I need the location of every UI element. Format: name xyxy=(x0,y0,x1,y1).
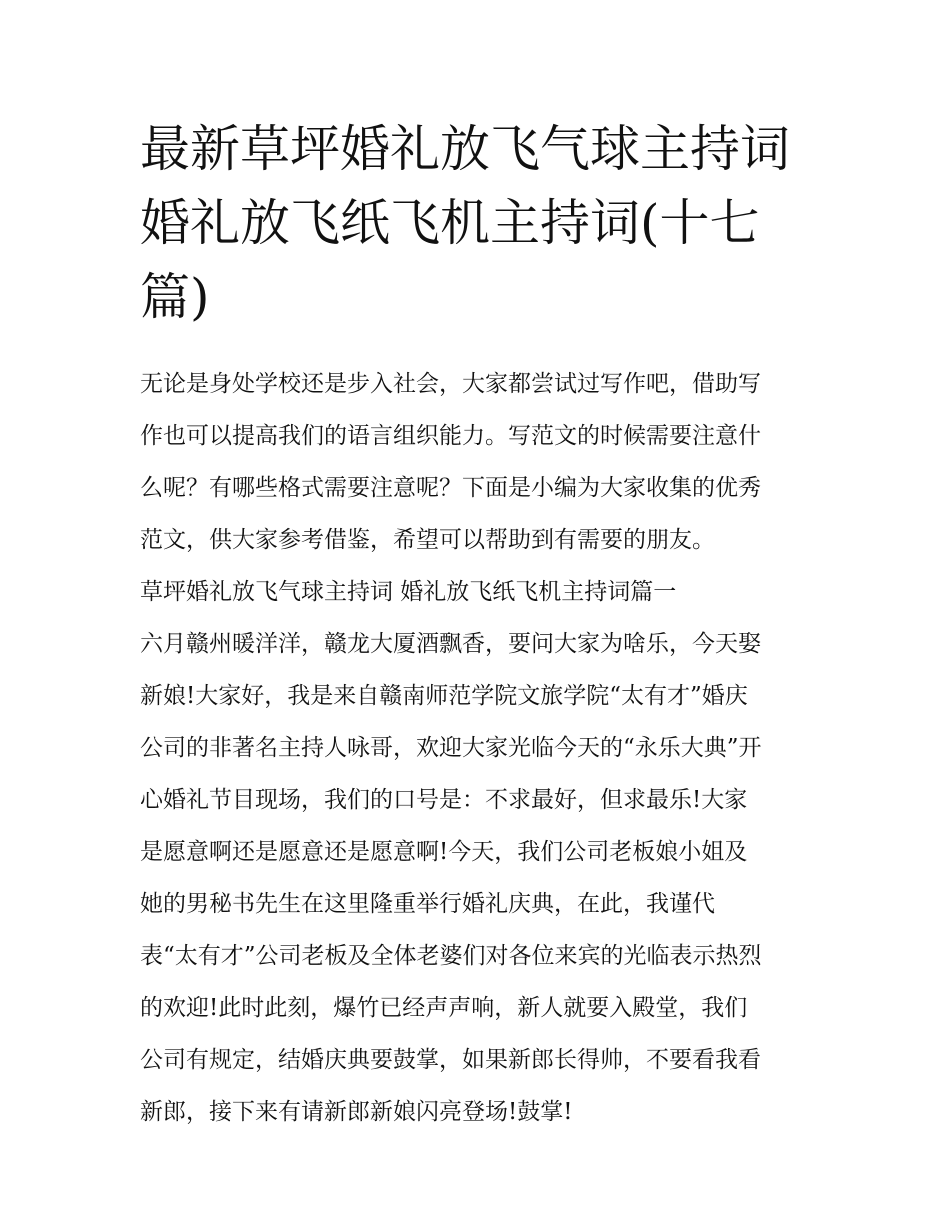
body-line: 是愿意啊还是愿意还是愿意啊!今天，我们公司老板娘小姐及 xyxy=(140,839,748,865)
body-line: 新娘!大家好，我是来自赣南师范学院文旅学院“太有才”婚庆 xyxy=(140,683,748,709)
title-line: 婚礼放飞纸飞机主持词(十七 xyxy=(140,194,760,252)
title-line: 最新草坪婚礼放飞气球主持词 xyxy=(140,120,790,178)
intro-line: 作也可以提高我们的语言组织能力。写范文的时候需要注意什 xyxy=(140,423,761,449)
body-line: 公司有规定，结婚庆典要鼓掌，如果新郎长得帅，不要看我看 xyxy=(140,1047,761,1073)
title-line: 篇) xyxy=(140,268,210,326)
intro-line: 无论是身处学校还是步入社会，大家都尝试过写作吧，借助写 xyxy=(140,371,761,397)
body-line: 新郎，接下来有请新郎新娘闪亮登场!鼓掌! xyxy=(140,1099,573,1125)
body-line: 公司的非著名主持人咏哥，欢迎大家光临今天的“永乐大典”开 xyxy=(140,735,762,761)
intro-line: 么呢？有哪些格式需要注意呢？下面是小编为大家收集的优秀 xyxy=(140,475,761,501)
body-line: 的欢迎!此时此刻，爆竹已经声声响，新人就要入殿堂，我们 xyxy=(140,995,748,1021)
intro-line: 范文，供大家参考借鉴，希望可以帮助到有需要的朋友。 xyxy=(140,527,715,553)
body-line: 心婚礼节目现场，我们的口号是：不求最好，但求最乐!大家 xyxy=(140,787,748,813)
body-line: 表“太有才”公司老板及全体老婆们对各位来宾的光临表示热烈 xyxy=(140,943,762,969)
section-heading: 草坪婚礼放飞气球主持词 婚礼放飞纸飞机主持词篇一 xyxy=(140,579,677,605)
document-body xyxy=(140,358,820,1138)
document-title xyxy=(140,112,830,334)
body-line: 她的男秘书先生在这里隆重举行婚礼庆典，在此，我谨代 xyxy=(140,891,715,917)
body-line: 六月赣州暖洋洋，赣龙大厦酒飘香，要问大家为啥乐，今天娶 xyxy=(140,631,761,657)
